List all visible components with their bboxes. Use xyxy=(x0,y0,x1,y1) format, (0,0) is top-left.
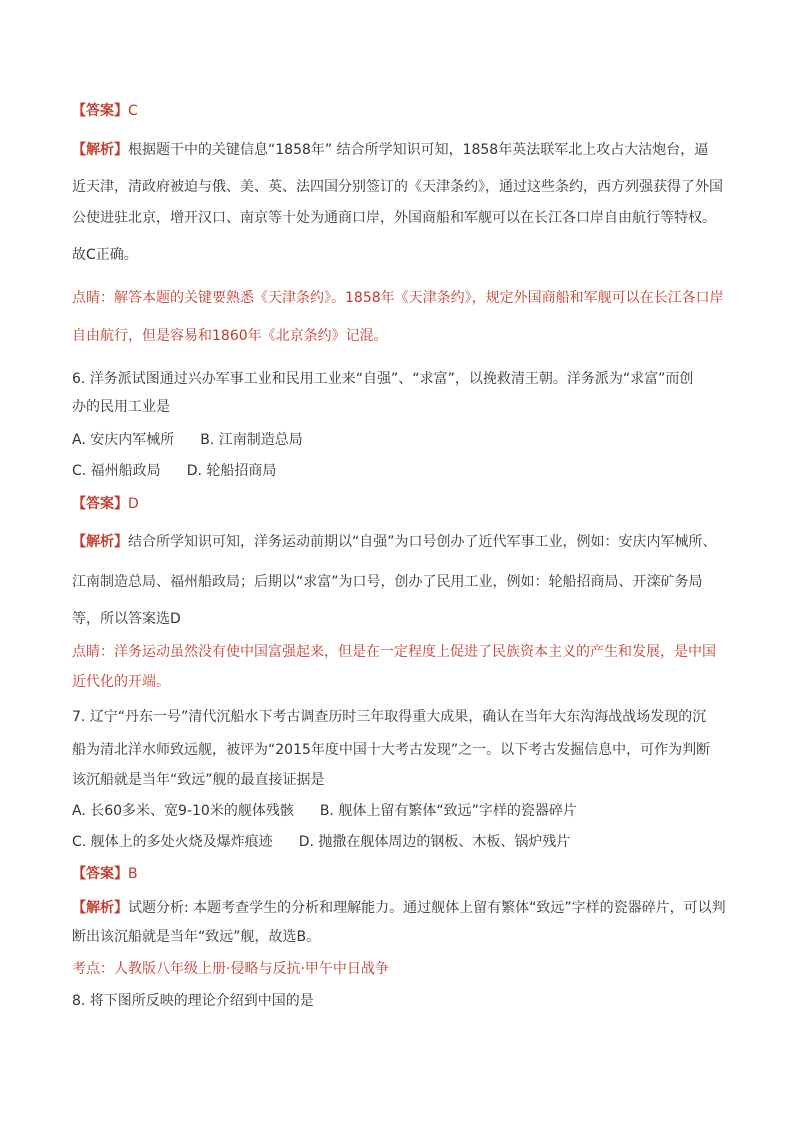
q7-answer-tag: 【答案】 xyxy=(72,866,128,882)
q7-analysis-line-1 xyxy=(72,898,732,918)
q5-answer xyxy=(72,101,732,121)
q7-option-a: A. 长60多米、宽9-10米的舰体残骸 xyxy=(72,803,294,819)
q7-analysis-line-2: 断出该沉船就是当年“致远”舰，故选B。 xyxy=(72,929,321,945)
q7-stem-line-3: 该沉船就是当年“致远”舰的最直接证据是 xyxy=(72,772,325,788)
q7-option-b: B. 舰体上留有繁体“致远”字样的瓷器碎片 xyxy=(319,803,577,819)
q6-tip-line-1: 点睛：洋务运动虽然没有使中国富强起来，但是在一定程度上促进了民族资本主义的产生和发展，是中国 xyxy=(72,644,716,660)
q6-options-row-2 xyxy=(72,461,732,481)
q6-answer-value: D xyxy=(128,496,139,512)
q7-option-c: C. 舰体上的多处火烧及爆炸痕迹 xyxy=(72,834,273,850)
q5-analysis-line-3: 公使进驻北京，增开汉口、南京等十处为通商口岸，外国商船和军舰可以在长江各口岸自由航行等特权。 xyxy=(72,210,716,226)
q7-stem-line-1: 7. 辽宁“丹东一号”清代沉船水下考古调查历时三年取得重大成果，确认在当年大东沟海战战场发现的沉 xyxy=(72,709,707,725)
q5-answer-value: C xyxy=(128,103,138,119)
q7-stem-line-2: 船为清北洋水师致远舰，被评为“2015年度中国十大考古发现”之一。以下考古发掘信息中，可作为判断 xyxy=(72,742,711,758)
q7-options-row-1 xyxy=(72,801,732,821)
q5-analysis-text-1: 根据题干中的关键信息“1858年” 结合所学知识可知，1858年英法联军北上攻占大沽炮台，逼 xyxy=(128,142,709,158)
q7-answer-value: B xyxy=(128,866,138,882)
q7-analysis-text-1: 试题分析: 本题考查学生的分析和理解能力。通过舰体上留有繁体“致远”字样的瓷器碎片，可以判 xyxy=(128,900,726,916)
q6-answer-tag: 【答案】 xyxy=(72,496,128,512)
q6-option-a: A. 安庆内军械所 xyxy=(72,432,175,448)
q5-answer-tag: 【答案】 xyxy=(72,103,128,119)
q6-analysis-text-1: 结合所学知识可知，洋务运动前期以“自强”为口号创办了近代军事工业，例如：安庆内军械所、 xyxy=(128,534,717,550)
q6-options-row-1 xyxy=(72,430,732,450)
q7-option-d: D. 抛撒在舰体周边的钢板、木板、锅炉残片 xyxy=(298,834,571,850)
q5-tip-line-1: 点睛：解答本题的关键要熟悉《天津条约》。1858年《天津条约》，规定外国商船和军舰可以在长江各口岸 xyxy=(72,290,724,306)
q6-analysis-line-1 xyxy=(72,532,732,552)
q6-stem-line-1: 6. 洋务派试图通过兴办军事工业和民用工业来“自强”、“求富”，以挽救清王朝。洋务派为“求富”而创 xyxy=(72,371,694,387)
q6-answer xyxy=(72,494,732,514)
q6-analysis-line-3: 等，所以答案选D xyxy=(72,611,181,627)
q5-analysis-line-4: 故C正确。 xyxy=(72,247,138,263)
q8-stem-line: 8. 将下图所反映的理论介绍到中国的是 xyxy=(72,993,314,1009)
q5-analysis-tag: 【解析】 xyxy=(72,142,128,158)
q6-option-b: B. 江南制造总局 xyxy=(200,432,303,448)
q6-tip-line-2: 近代化的开端。 xyxy=(72,674,170,690)
q7-analysis-tag: 【解析】 xyxy=(72,900,128,916)
q7-options-row-2 xyxy=(72,832,732,852)
q6-option-c: C. 福州船政局 xyxy=(72,463,161,479)
q6-stem-line-2: 办的民用工业是 xyxy=(72,399,170,415)
q6-analysis-tag: 【解析】 xyxy=(72,534,128,550)
q7-answer xyxy=(72,864,732,884)
q5-tip-line-2: 自由航行，但是容易和1860年《北京条约》记混。 xyxy=(72,328,388,344)
q7-point-line: 考点：人教版八年级上册·侵略与反抗·甲午中日战争 xyxy=(72,961,389,977)
q6-analysis-line-2: 江南制造总局、福州船政局；后期以“求富”为口号，创办了民用工业，例如：轮船招商局、开滦矿务局 xyxy=(72,574,703,590)
q5-analysis-line-2: 近天津，清政府被迫与俄、美、英、法四国分别签订的《天津条约》，通过这些条约，西方列强获得了外国 xyxy=(72,179,723,195)
q6-option-d: D. 轮船招商局 xyxy=(186,463,277,479)
q5-analysis-line-1 xyxy=(72,140,732,160)
